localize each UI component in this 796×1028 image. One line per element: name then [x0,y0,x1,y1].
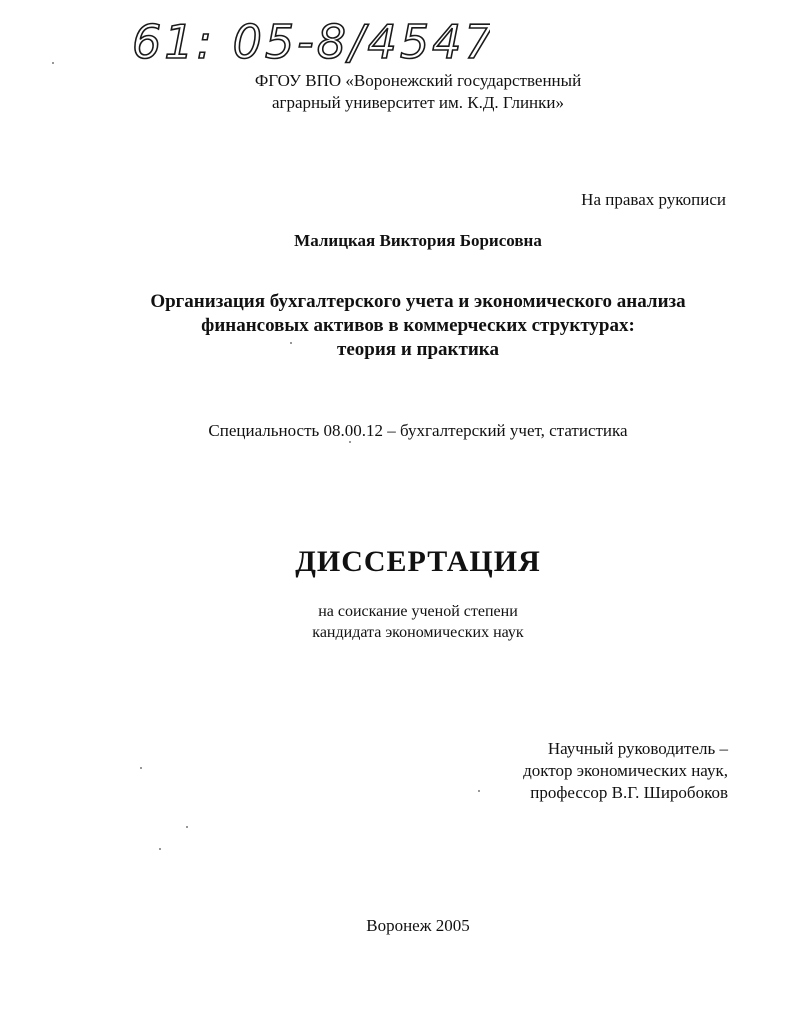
degree-sought [200,601,636,643]
scan-speck [186,826,188,828]
title-line-3: теория и практика [337,339,499,360]
handwritten-archive-number-drawing [130,6,490,76]
speciality-line: Специальность 08.00.12 – бухгалтерский учет, статистика [208,421,628,440]
document-type-heading: ДИССЕРТАЦИЯ [295,545,541,578]
scan-speck [290,342,292,344]
degree-line-1: на соискание ученой степени [318,603,518,620]
degree-line-2: кандидата экономических наук [312,624,524,641]
manuscript-rights-note: На правах рукописи [581,190,726,209]
title-line-1: Организация бухгалтерского учета и экономического анализа [150,291,686,312]
supervisor-line-2: доктор экономических наук, [523,761,728,780]
city-and-year: Воронеж 2005 [366,916,470,935]
title-line-2: финансовых активов в коммерческих структурах: [201,315,635,336]
scan-speck [349,441,351,443]
author-name: Малицкая Виктория Борисовна [294,231,542,250]
institution-name [180,70,656,114]
institution-line-2: аграрный университет им. К.Д. Глинки» [271,93,565,112]
handwritten-archive-number [130,6,490,76]
dissertation-title [90,290,746,362]
handwritten-archive-number-text: 61: 05-8/4547 [132,15,490,69]
institution-line-1: ФГОУ ВПО «Воронежский государственный [254,71,582,90]
supervisor-line-3: профессор В.Г. Широбоков [530,783,728,802]
scan-speck [159,848,161,850]
scientific-supervisor [430,738,728,804]
supervisor-line-1: Научный руководитель – [547,739,728,758]
scan-speck [140,767,142,769]
scan-speck [52,62,54,64]
scan-speck [478,790,480,792]
